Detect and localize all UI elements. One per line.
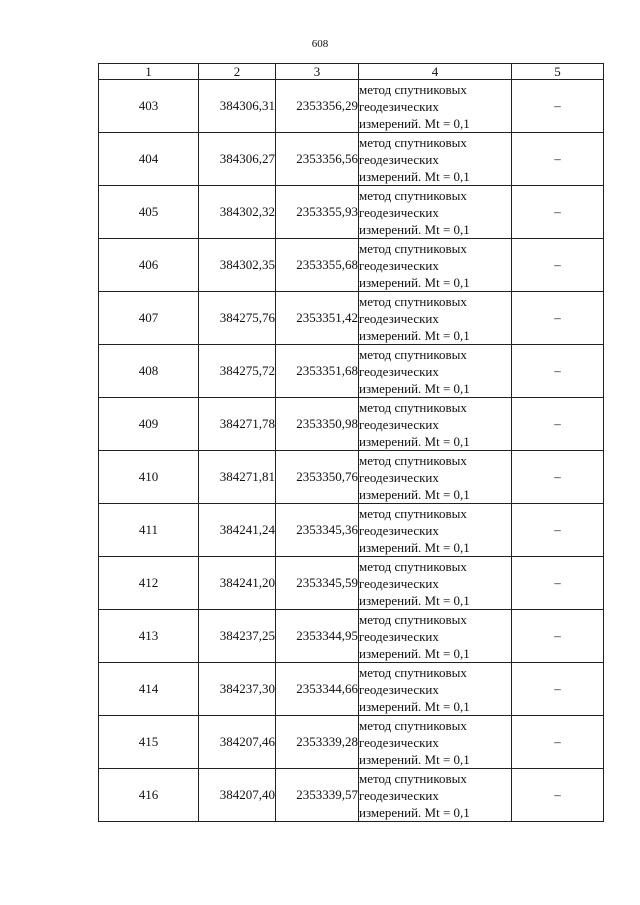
point-number: 405: [99, 186, 199, 239]
note-cell: –: [512, 663, 604, 716]
method-line: измерений. Mt = 0,1: [359, 274, 470, 290]
coord-y: 2353350,98: [276, 398, 359, 451]
method-line: геодезических: [359, 681, 439, 697]
method-line: геодезических: [359, 469, 439, 485]
method-line: измерений. Mt = 0,1: [359, 433, 470, 449]
table-row: [99, 769, 604, 822]
note-cell: –: [512, 345, 604, 398]
coord-x: 384271,81: [199, 451, 276, 504]
coord-y: 2353351,42: [276, 292, 359, 345]
note-cell: –: [512, 451, 604, 504]
method-line: измерений. Mt = 0,1: [359, 327, 470, 343]
point-number: 403: [99, 80, 199, 133]
table-row: [99, 80, 604, 133]
note-cell: –: [512, 292, 604, 345]
method-description: [359, 239, 512, 292]
method-line: геодезических: [359, 204, 439, 220]
point-number: 416: [99, 769, 199, 822]
table-header-row: [99, 64, 604, 80]
method-line: измерений. Mt = 0,1: [359, 751, 470, 767]
method-line: геодезических: [359, 628, 439, 644]
point-number: 410: [99, 451, 199, 504]
point-number: 409: [99, 398, 199, 451]
table-row: [99, 345, 604, 398]
table-row: [99, 716, 604, 769]
column-header: 5: [512, 64, 604, 80]
method-description: [359, 716, 512, 769]
note-cell: –: [512, 557, 604, 610]
method-line: метод спутниковых: [359, 770, 467, 786]
coord-y: 2353344,66: [276, 663, 359, 716]
note-cell: –: [512, 504, 604, 557]
method-line: геодезических: [359, 310, 439, 326]
method-description: [359, 186, 512, 239]
coord-y: 2353344,95: [276, 610, 359, 663]
method-line: геодезических: [359, 416, 439, 432]
method-line: измерений. Mt = 0,1: [359, 168, 470, 184]
coord-y: 2353339,57: [276, 769, 359, 822]
point-number: 406: [99, 239, 199, 292]
coord-y: 2353350,76: [276, 451, 359, 504]
method-description: [359, 663, 512, 716]
point-number: 414: [99, 663, 199, 716]
method-line: измерений. Mt = 0,1: [359, 645, 470, 661]
method-line: метод спутниковых: [359, 452, 467, 468]
method-line: метод спутниковых: [359, 240, 467, 256]
column-header: 2: [199, 64, 276, 80]
table-row: [99, 557, 604, 610]
method-line: метод спутниковых: [359, 505, 467, 521]
method-description: [359, 610, 512, 663]
method-line: метод спутниковых: [359, 611, 467, 627]
note-cell: –: [512, 80, 604, 133]
note-cell: –: [512, 610, 604, 663]
method-description: [359, 451, 512, 504]
method-line: измерений. Mt = 0,1: [359, 221, 470, 237]
method-line: геодезических: [359, 522, 439, 538]
method-description: [359, 133, 512, 186]
table-row: [99, 663, 604, 716]
method-line: измерений. Mt = 0,1: [359, 486, 470, 502]
method-line: геодезических: [359, 257, 439, 273]
method-description: [359, 504, 512, 557]
point-number: 415: [99, 716, 199, 769]
method-description: [359, 557, 512, 610]
method-line: метод спутниковых: [359, 81, 467, 97]
method-line: метод спутниковых: [359, 717, 467, 733]
point-number: 413: [99, 610, 199, 663]
method-line: геодезических: [359, 363, 439, 379]
method-description: [359, 80, 512, 133]
point-number: 404: [99, 133, 199, 186]
coord-y: 2353355,68: [276, 239, 359, 292]
coord-x: 384302,35: [199, 239, 276, 292]
note-cell: –: [512, 769, 604, 822]
method-line: измерений. Mt = 0,1: [359, 115, 470, 131]
method-description: [359, 345, 512, 398]
column-header: 1: [99, 64, 199, 80]
method-line: геодезических: [359, 575, 439, 591]
coord-y: 2353339,28: [276, 716, 359, 769]
table-row: [99, 398, 604, 451]
method-line: метод спутниковых: [359, 399, 467, 415]
coord-y: 2353356,29: [276, 80, 359, 133]
method-description: [359, 769, 512, 822]
table-row: [99, 239, 604, 292]
coord-y: 2353356,56: [276, 133, 359, 186]
coord-x: 384207,46: [199, 716, 276, 769]
note-cell: –: [512, 716, 604, 769]
table-row: [99, 451, 604, 504]
coord-x: 384237,30: [199, 663, 276, 716]
coord-x: 384275,72: [199, 345, 276, 398]
coord-x: 384271,78: [199, 398, 276, 451]
point-number: 407: [99, 292, 199, 345]
coord-y: 2353345,36: [276, 504, 359, 557]
coord-y: 2353355,93: [276, 186, 359, 239]
page-number: 608: [311, 38, 329, 50]
coord-x: 384241,20: [199, 557, 276, 610]
coordinates-table: [98, 63, 604, 822]
point-number: 408: [99, 345, 199, 398]
method-line: метод спутниковых: [359, 187, 467, 203]
coord-x: 384237,25: [199, 610, 276, 663]
method-line: метод спутниковых: [359, 664, 467, 680]
coord-x: 384207,40: [199, 769, 276, 822]
note-cell: –: [512, 239, 604, 292]
method-line: измерений. Mt = 0,1: [359, 380, 470, 396]
coord-x: 384241,24: [199, 504, 276, 557]
table-row: [99, 610, 604, 663]
coord-x: 384302,32: [199, 186, 276, 239]
method-description: [359, 292, 512, 345]
point-number: 411: [99, 504, 199, 557]
table-row: [99, 504, 604, 557]
note-cell: –: [512, 133, 604, 186]
method-line: метод спутниковых: [359, 346, 467, 362]
coord-x: 384306,27: [199, 133, 276, 186]
method-line: метод спутниковых: [359, 558, 467, 574]
table-row: [99, 186, 604, 239]
method-line: геодезических: [359, 151, 439, 167]
table-row: [99, 133, 604, 186]
method-line: измерений. Mt = 0,1: [359, 698, 470, 714]
method-line: метод спутниковых: [359, 134, 467, 150]
column-header: 4: [359, 64, 512, 80]
method-line: геодезических: [359, 734, 439, 750]
method-line: измерений. Mt = 0,1: [359, 592, 470, 608]
table-row: [99, 292, 604, 345]
method-description: [359, 398, 512, 451]
coord-y: 2353351,68: [276, 345, 359, 398]
method-line: геодезических: [359, 787, 439, 803]
method-line: геодезических: [359, 98, 439, 114]
note-cell: –: [512, 186, 604, 239]
column-header: 3: [276, 64, 359, 80]
note-cell: –: [512, 398, 604, 451]
method-line: метод спутниковых: [359, 293, 467, 309]
coord-x: 384275,76: [199, 292, 276, 345]
coord-x: 384306,31: [199, 80, 276, 133]
coord-y: 2353345,59: [276, 557, 359, 610]
point-number: 412: [99, 557, 199, 610]
method-line: измерений. Mt = 0,1: [359, 804, 470, 820]
method-line: измерений. Mt = 0,1: [359, 539, 470, 555]
